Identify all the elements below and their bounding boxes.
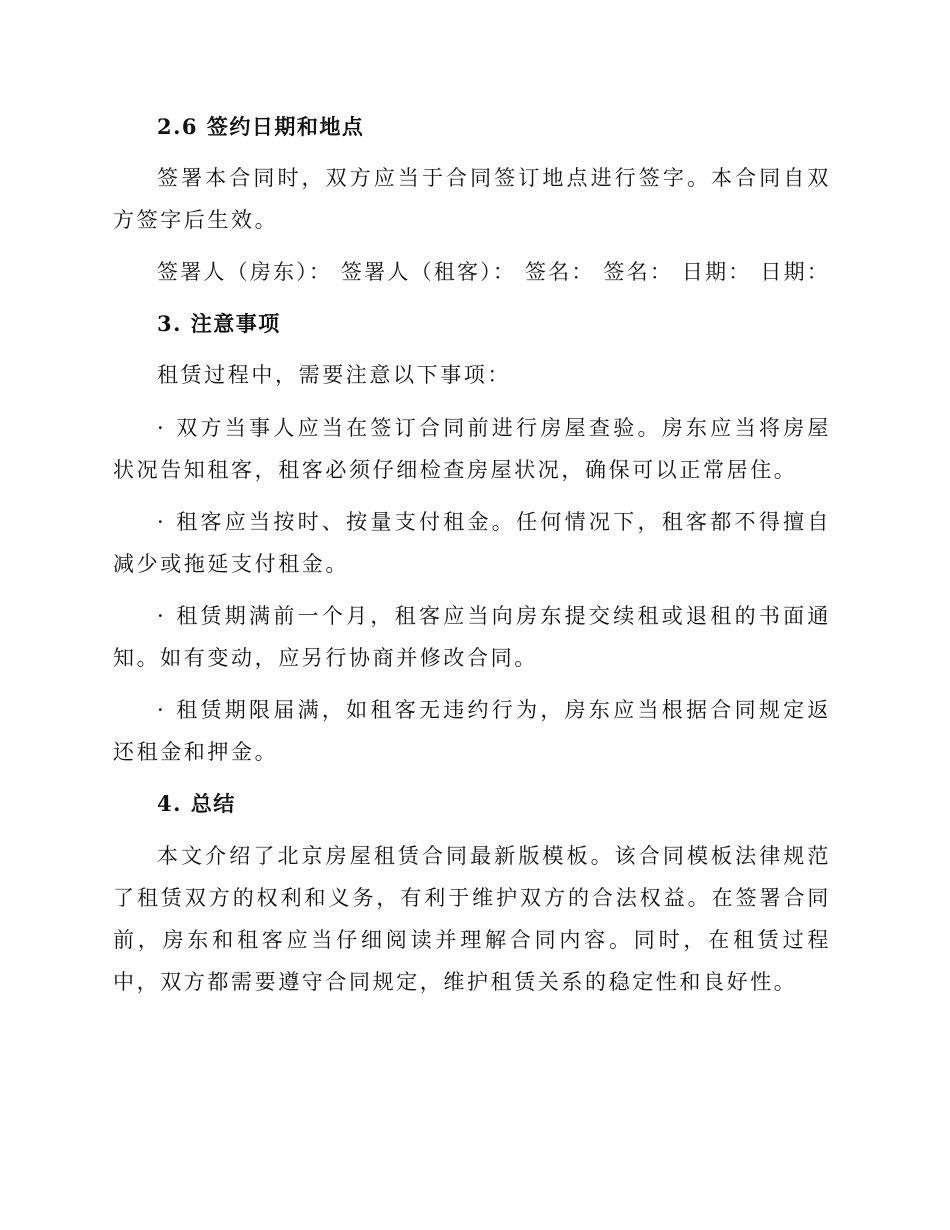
section-2-6-heading: 2.6 签约日期和地点 — [157, 114, 365, 139]
section-4-paragraph: 本文介绍了北京房屋租赁合同最新版模板。该合同模板法律规范了租赁双方的权利和义务，有利于维护双方的合法权益。在签署合同前，房东和租客应当仔细阅读并理解合同内容。同时，在租赁过程中，双方都需要遵守合同规定，维护租赁关系的稳定性和良好性。 — [113, 844, 831, 994]
section-2-6-paragraph: 签署本合同时，双方应当于合同签订地点进行签字。本合同自双方签字后生效。 — [113, 166, 831, 232]
notice-item: · 租赁期限届满，如租客无违约行为，房东应当根据合同规定返还租金和押金。 — [113, 698, 831, 764]
section-4-heading: 4. 总结 — [157, 791, 236, 816]
notice-item: · 双方当事人应当在签订合同前进行房屋查验。房东应当将房屋状况告知租客，租客必须仔细检查房屋状况，确保可以正常居住。 — [113, 416, 831, 482]
notice-item: · 租客应当按时、按量支付租金。任何情况下，租客都不得擅自减少或拖延支付租金。 — [113, 510, 831, 576]
section-3-intro: 租赁过程中，需要注意以下事项： — [157, 363, 511, 387]
signature-line: 签署人（房东）： 签署人（租客）： 签名： 签名： 日期： 日期： — [157, 260, 830, 284]
section-3-heading: 3. 注意事项 — [157, 311, 281, 336]
notice-item: · 租赁期满前一个月，租客应当向房东提交续租或退租的书面通知。如有变动，应另行协商并修改合同。 — [113, 604, 831, 670]
